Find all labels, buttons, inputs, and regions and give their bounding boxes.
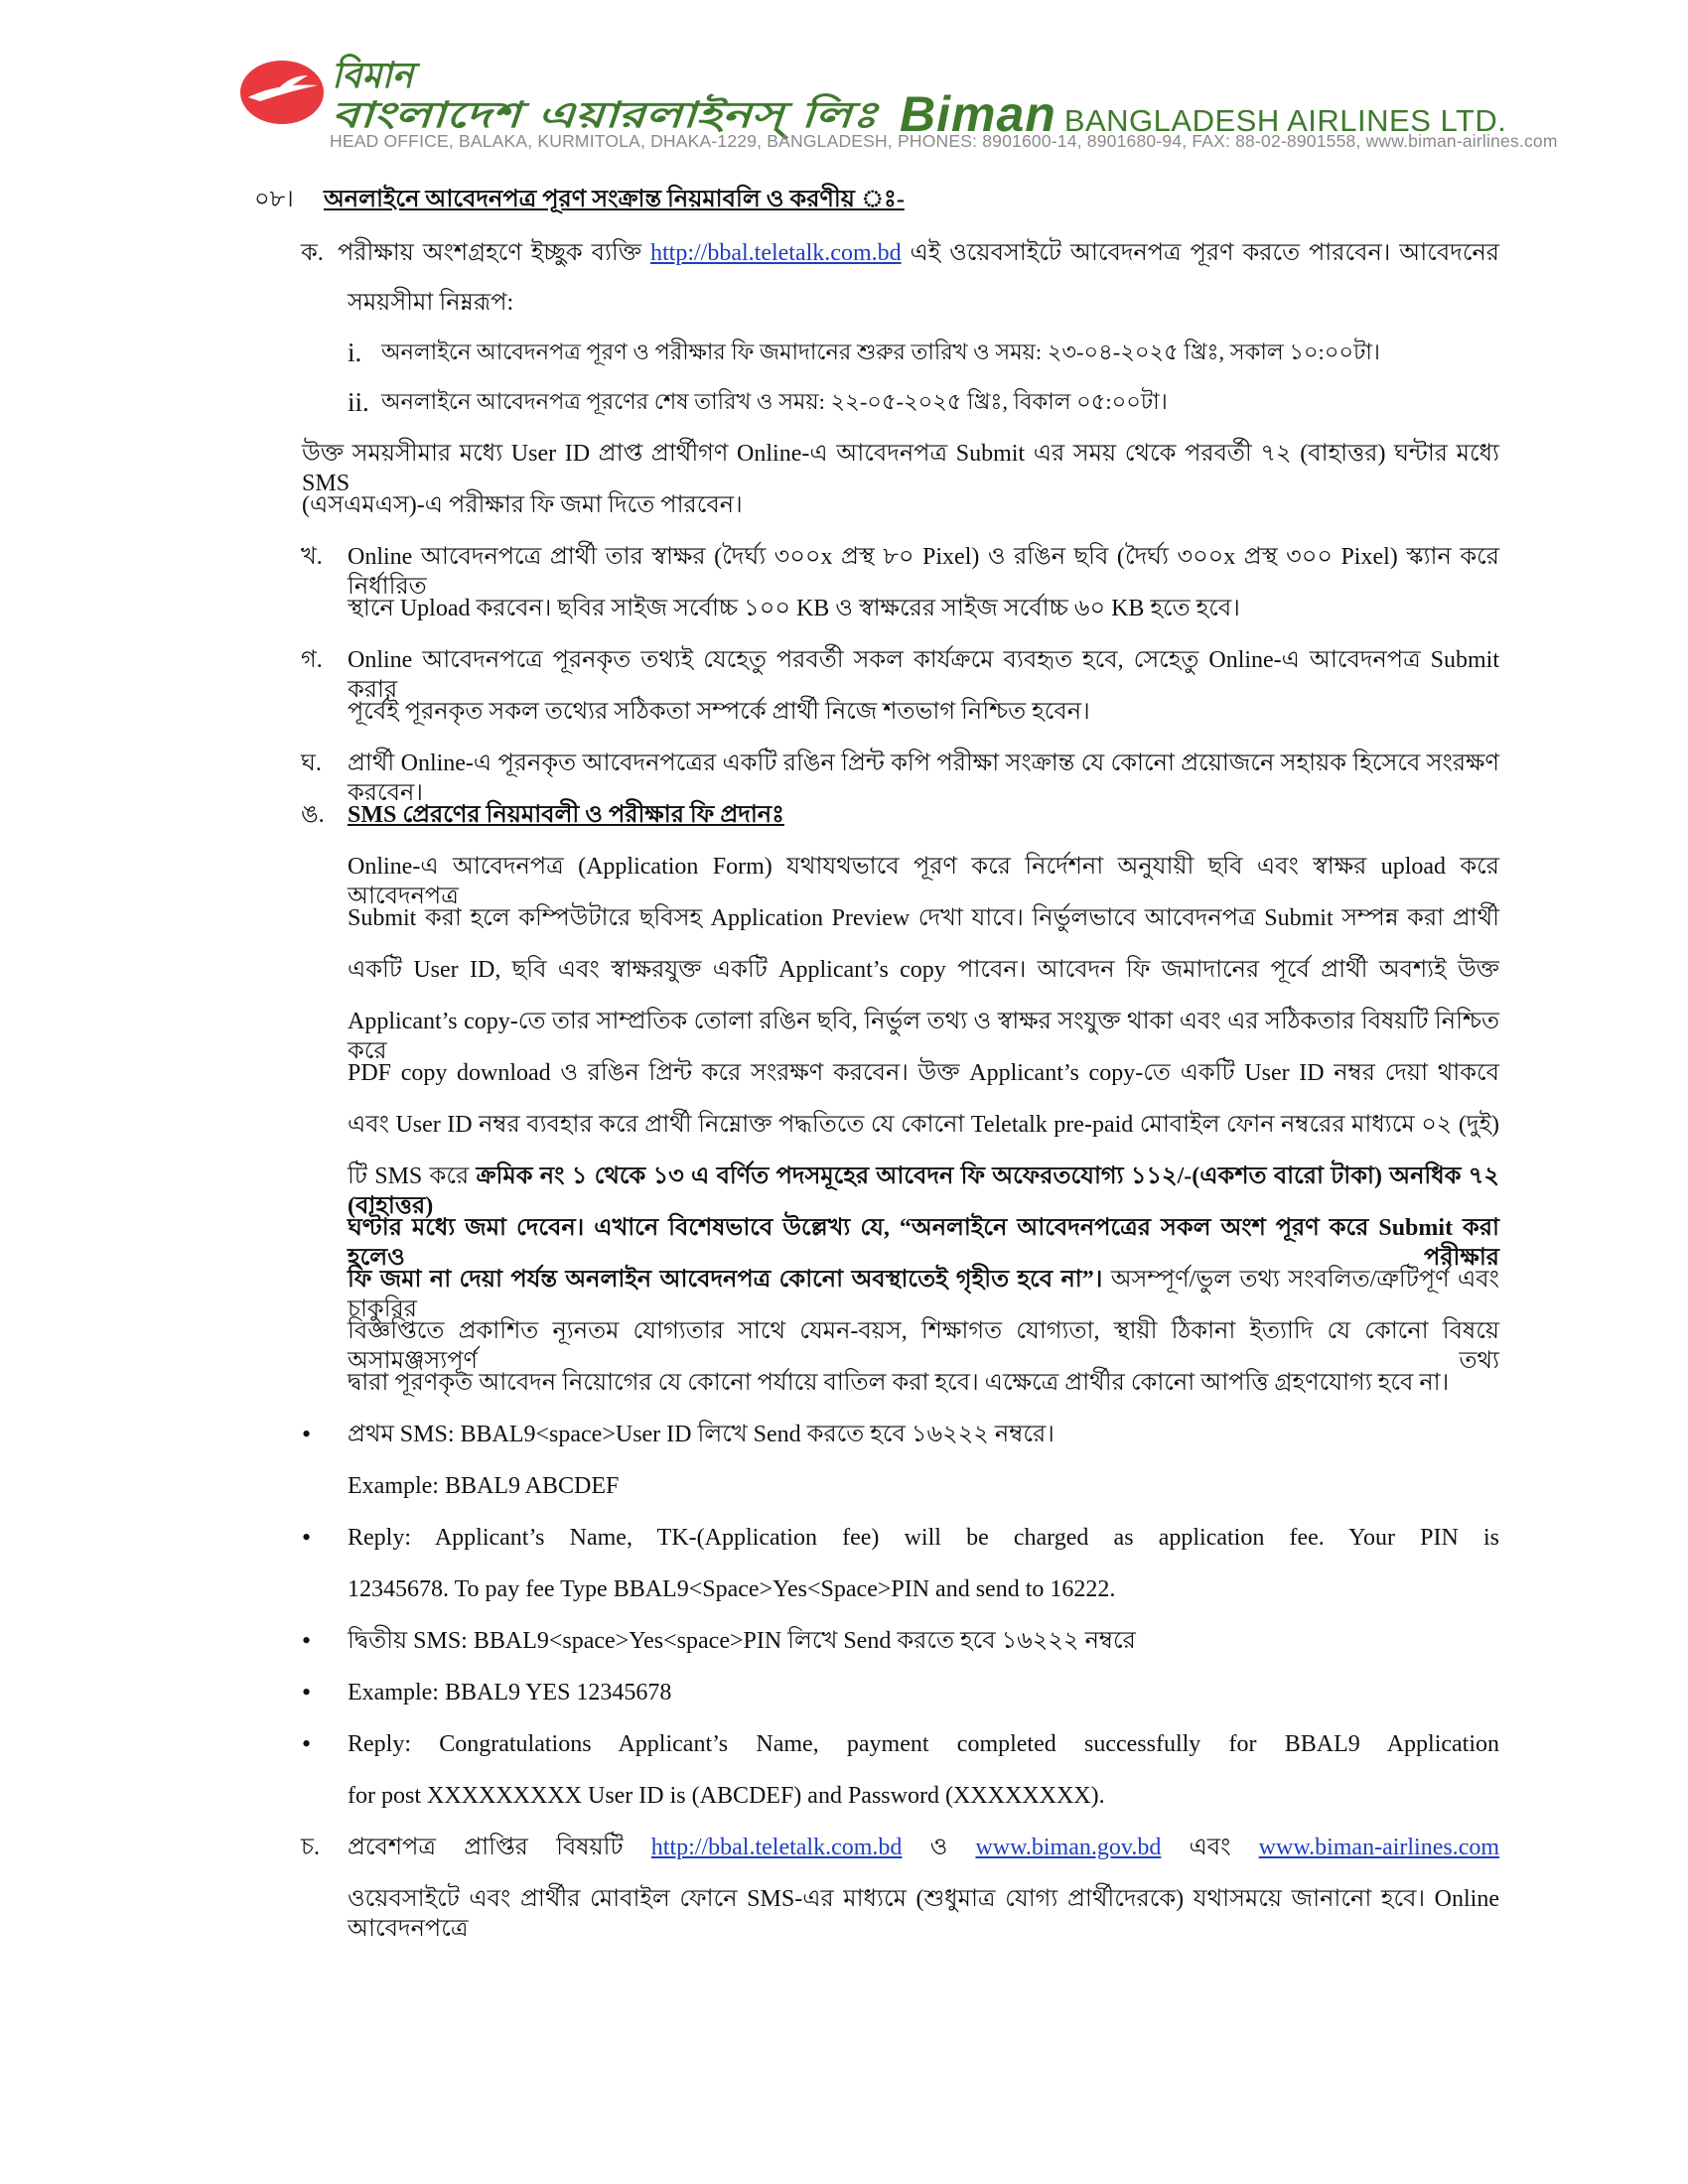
bullet-icon: • bbox=[302, 1523, 312, 1552]
item-ka-line1: পরীক্ষায় অংশগ্রহণে ইচ্ছুক ব্যক্তি http://bbal.teletalk.com.bd এই ওয়েবসাইটে আবেদনপত্র পূরণ করতে পারবেন। আবেদনের bbox=[338, 240, 1500, 266]
svg-text:বিমান: বিমান bbox=[332, 56, 414, 96]
second-reply-line2: for post XXXXXXXXX User ID is (ABCDEF) and Password (XXXXXXXX). bbox=[348, 1783, 1105, 1809]
item-kha-marker: খ. bbox=[301, 544, 323, 570]
second-sms-example: Example: BBAL9 YES 12345678 bbox=[348, 1680, 672, 1706]
item-cha-line1: প্রবেশপত্র প্রাপ্তির বিষয়টি http://bbal.teletalk.com.bd ও www.biman.gov.bd এবং www.biman-airlines.com bbox=[348, 1835, 1500, 1860]
bullet-icon: • bbox=[302, 1729, 312, 1758]
second-sms-instruction: দ্বিতীয় SMS: BBAL9<space>Yes<space>PIN লিখে Send করতে হবে ১৬২২২ নম্বরে bbox=[348, 1628, 1136, 1654]
sms-rules-heading: SMS প্রেরণের নিয়মাবলী ও পরীক্ষার ফি প্রদানঃ bbox=[348, 802, 784, 828]
svg-text:বাংলাদেশ এয়ারলাইনস্ লিঃ: বাংলাদেশ এয়ারলাইনস্ লিঃ bbox=[332, 95, 729, 136]
application-start-date: অনলাইনে আবেদনপত্র পূরণ ও পরীক্ষার ফি জমাদানের শুরুর তারিখ ও সময়: ২৩-০৪-২০২৫ খ্রিঃ, সকাল ১০:০০টা। bbox=[381, 340, 1380, 364]
sms-rules-p3: একটি User ID, ছবি এবং স্বাক্ষরযুক্ত একটি Applicant’s copy পাবেন। আবেদন ফি জমাদানের পূর্বে প্রার্থী অবশ্যই উক্ত bbox=[348, 957, 1499, 983]
teletalk-link[interactable]: http://bbal.teletalk.com.bd bbox=[650, 240, 902, 266]
biman-airlines-link[interactable]: www.biman-airlines.com bbox=[1258, 1835, 1500, 1860]
sms-rules-p7: টি SMS করে ক্রমিক নং ১ থেকে ১৩ এ বর্ণিত পদসমূহের আবেদন ফি অফেরতযোগ্য ১১২/-(একশত বারো টাকা) অনধিক ৭২ (বাহাত্তর) bbox=[348, 1163, 1499, 1219]
sms-rules-p8: ঘণ্টার মধ্যে জমা দেবেন। এখানে বিশেষভাবে উল্লেখ্য যে, “অনলাইনে আবেদনপত্রের সকল অংশ পূরণ করে Submit করা হলেও পরীক্ষার bbox=[348, 1215, 1499, 1271]
sms-rules-p9: ফি জমা না দেয়া পর্যন্ত অনলাইন আবেদনপত্র কোনো অবস্থাতেই গৃহীত হবে না”। অসম্পূর্ণ/ভুল তথ্য সংবলিত/ত্রুটিপূর্ণ এবং চাকুরির bbox=[348, 1267, 1499, 1322]
item-gha-marker: ঘ. bbox=[301, 751, 322, 776]
item-gha-line1: প্রার্থী Online-এ পূরনকৃত আবেদনপত্রের একটি রঙিন প্রিন্ট কপি পরীক্ষা সংক্রান্ত যে কোনো প্রয়োজনে সহায়ক হিসেবে সংরক্ষণ করবেন। bbox=[348, 751, 1499, 806]
second-reply-line1: Reply: Congratulations Applicant’s Name, payment completed successfully for BBAL9 Application bbox=[348, 1731, 1499, 1757]
item-kha-line2: স্থানে Upload করবেন। ছবির সাইজ সর্বোচ্চ ১০০ KB ও স্বাক্ষরের সাইজ সর্বোচ্চ ৬০ KB হতে হবে। bbox=[348, 596, 1240, 621]
bullet-icon: • bbox=[302, 1420, 312, 1448]
fee-warning: ফি জমা না দেয়া পর্যন্ত অনলাইন আবেদনপত্র কোনো অবস্থাতেই গৃহীত হবে না”। bbox=[348, 1267, 1103, 1293]
first-sms-instruction: প্রথম SMS: BBAL9<space>User ID লিখে Send করতে হবে ১৬২২২ নম্বরে। bbox=[348, 1422, 1055, 1447]
first-reply-line2: 12345678. To pay fee Type BBAL9<Space>Yes<Space>PIN and send to 16222. bbox=[348, 1576, 1116, 1602]
first-sms-example: Example: BBAL9 ABCDEF bbox=[348, 1473, 620, 1499]
item-ga-line2: পূর্বেই পূরনকৃত সকল তথ্যের সঠিকতা সম্পর্কে প্রার্থী নিজে শতভাগ নিশ্চিত হবেন। bbox=[348, 699, 1090, 725]
teletalk-link[interactable]: http://bbal.teletalk.com.bd bbox=[650, 1835, 903, 1860]
head-office-address: HEAD OFFICE, BALAKA, KURMITOLA, DHAKA-1229, BANGLADESH, PHONES: 8901600-14, 8901680-94, FAX: 88-02-8901558, www.biman-airlines.com bbox=[330, 131, 1558, 151]
item-uma-marker: ঙ. bbox=[301, 802, 325, 828]
application-end-date: অনলাইনে আবেদনপত্র পূরণের শেষ তারিখ ও সময়: ২২-০৫-২০২৫ খ্রিঃ, বিকাল ০৫:০০টা। bbox=[381, 389, 1168, 414]
item-ka-note-line2: (এসএমএস)-এ পরীক্ষার ফি জমা দিতে পারবেন। bbox=[302, 492, 743, 518]
bullet-icon: • bbox=[302, 1626, 312, 1655]
sms-rules-p5: PDF copy download ও রঙিন প্রিন্ট করে সংরক্ষণ করবেন। উক্ত Applicant’s copy-তে একটি User ID নম্বর দেয়া থাকবে bbox=[348, 1060, 1499, 1086]
sms-rules-p4: Applicant’s copy-তে তার সাম্প্রতিক তোলা রঙিন ছবি, নির্ভুল তথ্য ও স্বাক্ষর সংযুক্ত থাকা এবং এর সঠিকতার বিষয়টি নিশ্চিত করে bbox=[348, 1009, 1499, 1064]
item-ka-marker: ক. bbox=[301, 240, 324, 266]
sms-rules-p2: Submit করা হলে কম্পিউটারে ছবিসহ Application Preview দেখা যাবে। নির্ভুলভাবে আবেদনপত্র Submit সম্পন্ন করা প্রার্থী bbox=[348, 905, 1499, 931]
biman-gov-link[interactable]: www.biman.gov.bd bbox=[975, 1835, 1162, 1860]
item-kha-line1: Online আবেদনপত্রে প্রার্থী তার স্বাক্ষর (দৈর্ঘ্য ৩০০x প্রস্থ ৮০ Pixel) ও রঙিন ছবি (দৈর্ঘ্য ৩০০x প্রস্থ ৩০০ Pixel) স্ক্যান করে নির্ধারিত bbox=[348, 544, 1499, 600]
item-ka-line2: সময়সীমা নিম্নরূপ: bbox=[348, 290, 514, 316]
sub-item-i-marker: i. bbox=[348, 338, 362, 367]
item-ga-line1: Online আবেদনপত্রে পূরনকৃত তথ্যই যেহেতু পরবর্তী সকল কার্যক্রমে ব্যবহৃত হবে, সেহেতু Online-এ আবেদনপত্র Submit করার bbox=[348, 647, 1499, 703]
item-cha-marker: চ. bbox=[301, 1835, 320, 1860]
section-title: অনলাইনে আবেদনপত্র পূরণ সংক্রান্ত নিয়মাবলি ও করণীয় ঃ- bbox=[324, 187, 905, 212]
fee-statement: ক্রমিক নং ১ থেকে ১৩ এ বর্ণিত পদসমূহের আবেদন ফি অফেরতযোগ্য ১১২/-(একশত বারো টাকা) অনধিক ৭২ (বাহাত্তর) bbox=[348, 1163, 1499, 1219]
letterhead bbox=[238, 52, 1558, 161]
item-cha-line2: ওয়েবসাইটে এবং প্রার্থীর মোবাইল ফোনে SMS-এর মাধ্যমে (শুধুমাত্র যোগ্য প্রার্থীদেরকে) যথাসময়ে জানানো হবে। Online আবেদনপত্রে bbox=[348, 1886, 1499, 1942]
sms-rules-p6: এবং User ID নম্বর ব্যবহার করে প্রার্থী নিম্নোক্ত পদ্ধতিতে যে কোনো Teletalk pre-paid মোবাইল ফোন নম্বরের মাধ্যমে ০২ (দুই) bbox=[348, 1112, 1499, 1138]
sms-rules-p11: দ্বারা পূরণকৃত আবেদন নিয়োগের যে কোনো পর্যায়ে বাতিল করা হবে। এক্ষেত্রে প্রার্থীর কোনো আপত্তি গ্রহণযোগ্য হবে না। bbox=[348, 1370, 1450, 1396]
section-number: ০৮। bbox=[254, 187, 294, 212]
bullet-icon: • bbox=[302, 1678, 312, 1706]
first-reply-line1: Reply: Applicant’s Name, TK-(Application fee) will be charged as application fee. Your PIN is bbox=[348, 1525, 1499, 1551]
biman-logo bbox=[238, 58, 326, 127]
bangladesh-airlines-ltd: BANGLADESH AIRLINES LTD. bbox=[1063, 103, 1507, 138]
item-ga-marker: গ. bbox=[301, 647, 323, 673]
sub-item-ii-marker: ii. bbox=[348, 387, 369, 417]
biman-wordmark: Biman bbox=[900, 86, 1056, 142]
sms-rules-p10: বিজ্ঞপ্তিতে প্রকাশিত ন্যূনতম যোগ্যতার সাথে যেমন-বয়স, শিক্ষাগত যোগ্যতা, স্থায়ী ঠিকানা ইত্যাদি যে কোনো বিষয়ে অসামঞ্জস্যপূর্ণ তথ্য bbox=[348, 1318, 1499, 1374]
item-ka-note-line1: উক্ত সময়সীমার মধ্যে User ID প্রাপ্ত প্রার্থীগণ Online-এ আবেদনপত্র Submit এর সময় থেকে পরবর্তী ৭২ (বাহাত্তর) ঘন্টার মধ্যে SMS bbox=[302, 441, 1499, 496]
sms-rules-p1: Online-এ আবেদনপত্র (Application Form) যথাযথভাবে পূরণ করে নির্দেশনা অনুযায়ী ছবি এবং স্বাক্ষর upload করে আবেদনপত্র bbox=[348, 854, 1499, 909]
bangla-airline-name bbox=[330, 56, 886, 135]
